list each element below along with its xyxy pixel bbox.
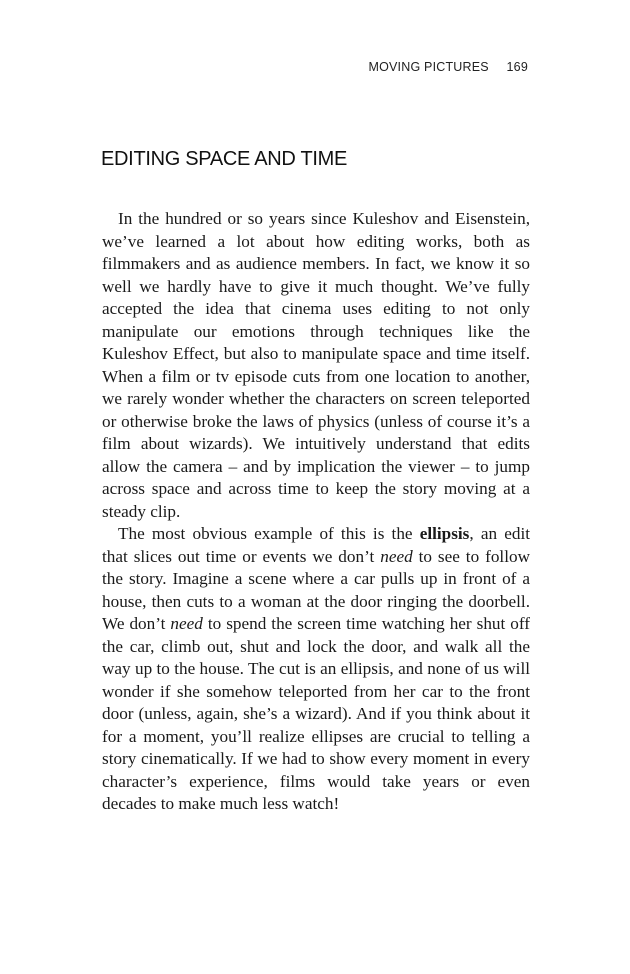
ellipsis-term: ellipsis — [419, 524, 470, 543]
emphasis-need-1: need — [380, 546, 413, 566]
page-number: 169 — [506, 60, 528, 74]
paragraph-2 — [102, 523, 530, 816]
paragraph-2-text-d: to spend the screen time watching her shut off the car, climb out, shut and lock the door, and walk all the way up to the house. The cut is an ellipsis, and none of us will wonder if she somehow teleported from her car to the front door (unless, again, she’s a wizard). And if you think about it for a moment, you’ll realize ellipses are crucial to telling a story cinematically. If we had to show every moment in every character’s experience, films would take years or even decades to make much less watch! — [102, 614, 530, 813]
body-text — [102, 208, 530, 816]
running-head-title: MOVING PICTURES — [368, 60, 489, 74]
paragraph-1: In the hundred or so years since Kuleshov and Eisenstein, we’ve learned a lot about how editing works, both as filmmakers and as audience members. In fact, we know it so well we hardly have to give it much thought. We’ve fully accepted the idea that cinema uses editing to not only manipulate our emotions through techniques like the Kuleshov Effect, but also to manipulate space and time itself. When a film or tv episode cuts from one location to another, we rarely wonder whether the characters on screen teleported or otherwise broke the laws of physics (unless of course it’s a film about wizards). We intuitively understand that edits allow the camera – and by implication the viewer – to jump across space and across time to keep the story moving at a steady clip. — [102, 209, 530, 521]
paragraph-2-text-b: , an edit that slices out time or events we don’t — [102, 524, 530, 566]
paragraph-2-text-c: to see to follow the story. Imagine a scene where a car pulls up in front of a house, then cuts to a woman at the door ringing the doorbell. We don’t — [102, 546, 530, 633]
paragraph-2-text-a: The most obvious example of this is the — [118, 524, 420, 543]
emphasis-need-2: need — [170, 614, 203, 633]
running-head — [368, 60, 528, 74]
section-heading: EDITING SPACE AND TIME — [101, 148, 348, 170]
